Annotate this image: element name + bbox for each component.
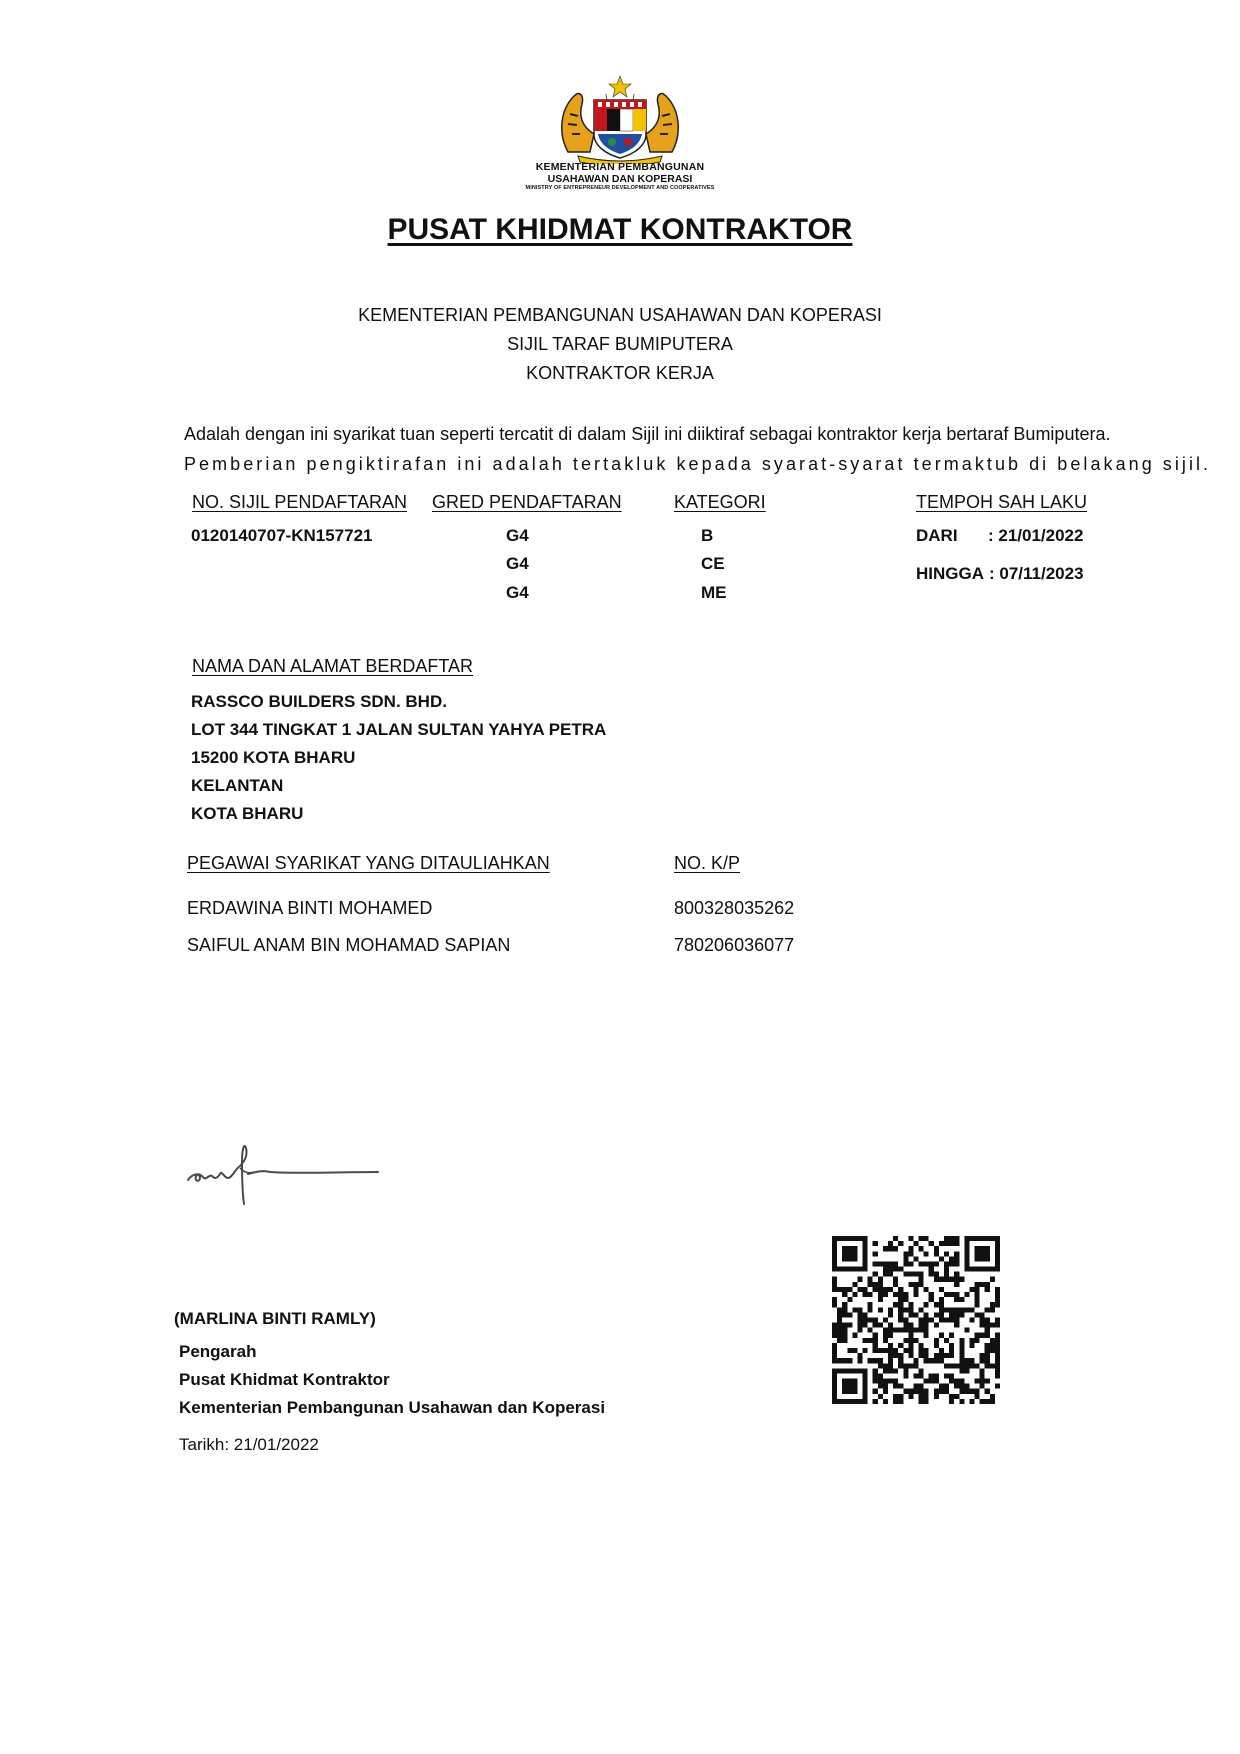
signatory-name: (MARLINA BINTI RAMLY)	[174, 1309, 376, 1328]
header-gred: GRED PENDAFTARAN	[432, 492, 622, 512]
subheading-contractor-class: KONTRAKTOR KERJA	[526, 363, 714, 383]
issue-date: Tarikh: 21/01/2022	[179, 1435, 319, 1454]
officer-name: SAIFUL ANAM BIN MOHAMAD SAPIAN	[187, 935, 511, 955]
signature-image	[186, 1138, 380, 1206]
grade-value: G4	[506, 526, 529, 545]
category-value: B	[701, 526, 714, 545]
statement-line-2: Pemberian pengiktirafan ini adalah tertakluk kepada syarat-syarat termaktub di belakang sijil.	[184, 454, 1212, 474]
officers-header: PEGAWAI SYARIKAT YANG DITAULIAHKAN	[187, 853, 550, 873]
header-no-sijil: NO. SIJIL PENDAFTARAN	[192, 492, 408, 512]
valid-until-label: HINGGA	[916, 564, 984, 583]
officer-name: ERDAWINA BINTI MOHAMED	[187, 898, 433, 918]
address-line: KELANTAN	[191, 776, 284, 795]
company-name: RASSCO BUILDERS SDN. BHD.	[191, 692, 447, 711]
address-line: KOTA BHARU	[191, 804, 304, 823]
officer-ic: 800328035262	[674, 898, 795, 918]
ministry-name-ms-line1: KEMENTERIAN PEMBANGUNAN	[535, 161, 705, 173]
header-kategori: KATEGORI	[674, 492, 766, 512]
signatory-ministry: Kementerian Pembangunan Usahawan dan Koperasi	[179, 1398, 606, 1417]
certificate-number: 0120140707-KN157721	[191, 526, 373, 545]
header-tempoh: TEMPOH SAH LAKU	[916, 492, 1088, 512]
ministry-name-en: MINISTRY OF ENTREPRENEUR DEVELOPMENT AND COOPERATIVES	[525, 185, 715, 191]
ministry-name-ms-line2: USAHAWAN DAN KOPERASI	[547, 173, 693, 185]
valid-from-date: : 21/01/2022	[988, 526, 1084, 545]
subheading-certificate-type: SIJIL TARAF BUMIPUTERA	[507, 334, 733, 354]
address-line: 15200 KOTA BHARU	[191, 748, 356, 767]
page-title: PUSAT KHIDMAT KONTRAKTOR	[387, 213, 853, 246]
signatory-department: Pusat Khidmat Kontraktor	[179, 1370, 390, 1389]
statement-line-1: Adalah dengan ini syarikat tuan seperti tercatit di dalam Sijil ini diiktiraf sebagai kontraktor kerja bertaraf Bumiputera.	[184, 424, 1111, 444]
grade-value: G4	[506, 583, 529, 602]
subheading-ministry: KEMENTERIAN PEMBANGUNAN USAHAWAN DAN KOPERASI	[358, 305, 882, 325]
address-line: LOT 344 TINGKAT 1 JALAN SULTAN YAHYA PETRA	[191, 720, 607, 739]
valid-from-label: DARI	[916, 526, 958, 545]
category-value: CE	[701, 554, 725, 573]
category-value: ME	[701, 583, 727, 602]
coat-of-arms-icon	[554, 74, 686, 164]
valid-until-date: : 07/11/2023	[989, 564, 1084, 583]
ic-header: NO. K/P	[674, 853, 741, 873]
officer-ic: 780206036077	[674, 935, 795, 955]
signatory-position: Pengarah	[179, 1342, 257, 1361]
address-header: NAMA DAN ALAMAT BERDAFTAR	[192, 656, 474, 676]
qr-code-icon	[832, 1236, 1000, 1404]
grade-value: G4	[506, 554, 529, 573]
